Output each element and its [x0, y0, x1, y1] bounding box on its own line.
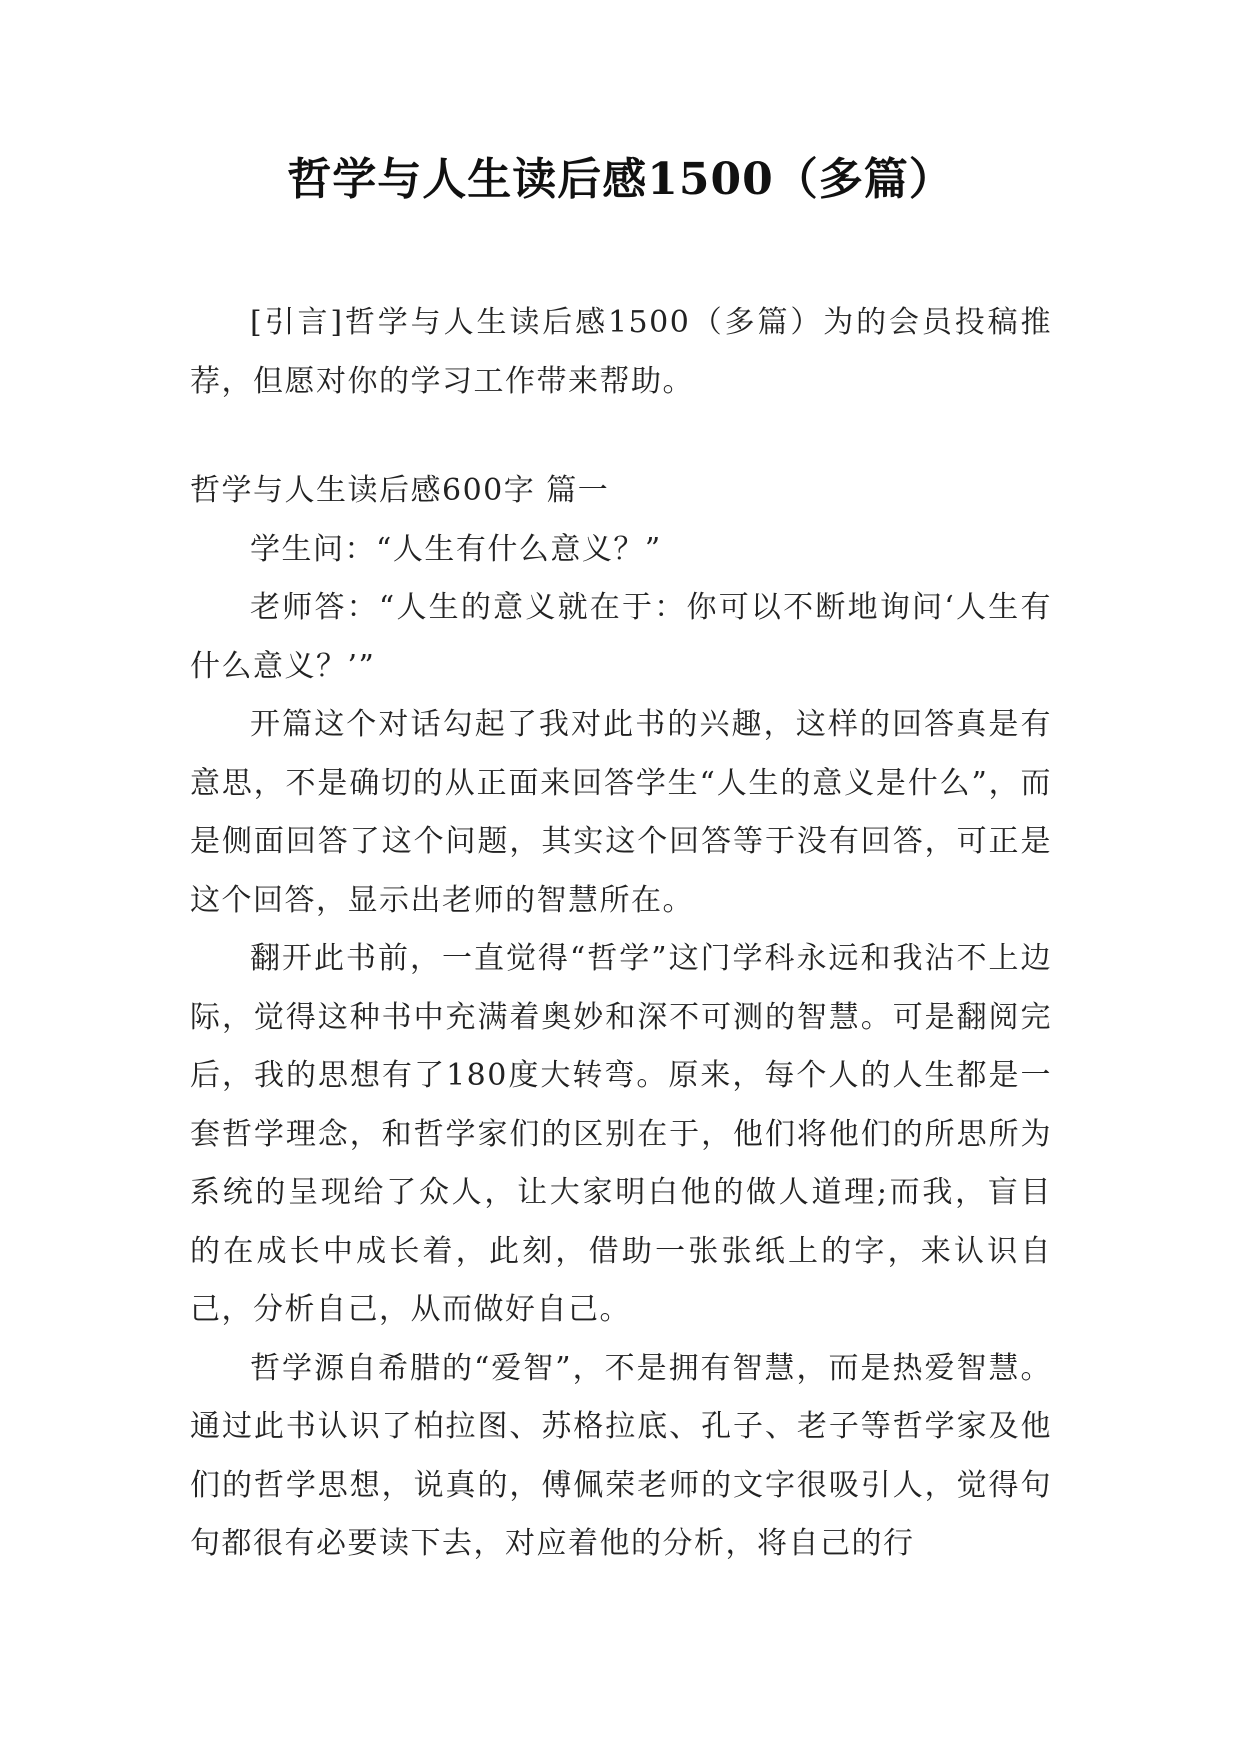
document-title: 哲学与人生读后感1500（多篇）: [287, 154, 954, 205]
intro-block: [190, 294, 1052, 411]
paragraph-question: 学生问：“人生有什么意义？”: [250, 531, 662, 567]
paragraph-opening: 开篇这个对话勾起了我对此书的兴趣，这样的回答真是有意思，不是确切的从正面来回答学生“人生的意义是什么”，而是侧面回答了这个问题，其实这个回答等于没有回答，可正是这个回答，显示出老师的智慧所在。: [190, 707, 1052, 918]
paragraph-answer: 老师答：“人生的意义就在于：你可以不断地询问‘人生有什么意义？’”: [190, 590, 1052, 684]
article-body: [190, 462, 1052, 1574]
paragraph-philosophy: 哲学源自希腊的“爱智”，不是拥有智慧，而是热爱智慧。通过此书认识了柏拉图、苏格拉底、孔子、老子等哲学家及他们的哲学思想，说真的，傅佩荣老师的文字很吸引人，觉得句句都很有必要读下去，对应着他的分析，将自己的行: [190, 1350, 1052, 1561]
paragraph-reflection: 翻开此书前，一直觉得“哲学”这门学科永远和我沾不上边际，觉得这种书中充满着奥妙和深不可测的智慧。可是翻阅完后，我的思想有了180度大转弯。原来，每个人的人生都是一套哲学理念，和哲学家们的区别在于，他们将他们的所思所为系统的呈现给了众人，让大家明白他的做人道理;而我，盲目的在成长中成长着，此刻，借助一张张纸上的字，来认识自己，分析自己，从而做好自己。: [190, 941, 1052, 1327]
section-heading: 哲学与人生读后感600字 篇一: [190, 473, 610, 508]
intro-paragraph: [引言]哲学与人生读后感1500（多篇）为的会员投稿推荐，但愿对你的学习工作带来帮助。: [190, 305, 1052, 399]
